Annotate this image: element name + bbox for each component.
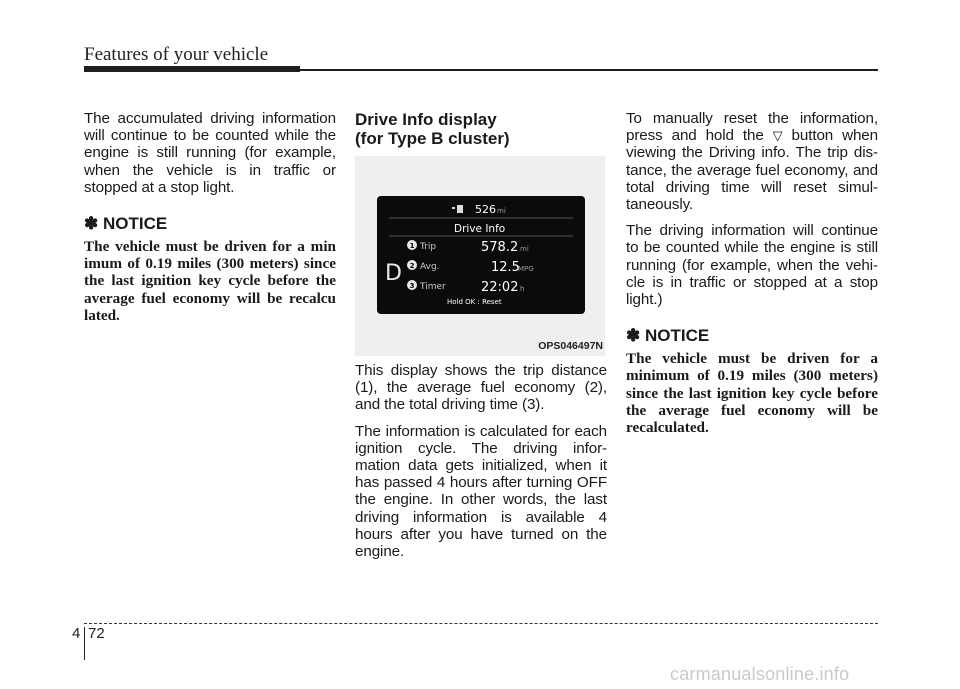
reset-hint: Hold OK : Reset [447,298,502,306]
section-title-line-1: Drive Info display [355,110,497,129]
notice-heading: ✽ NOTICE [84,214,168,234]
paragraph [626,110,878,213]
cluster-figure [355,156,605,356]
row-avg-unit: MPG [518,265,534,273]
row-avg-label: Avg. [420,262,440,272]
gear-indicator: D [385,261,402,286]
row-trip-unit: mi [520,245,529,253]
paragraph: This display shows the trip distance (1), the average fuel economy (2), and the total driving time (3). [355,362,607,414]
row-timer-value: 22:02 [481,280,519,295]
watermark: carmanualsonline.info [670,664,850,684]
row-avg-value: 12.5 [491,260,520,275]
header-bar [84,66,300,72]
section-title [355,110,607,148]
paragraph: The information is calculated for each ignition cycle. The driving infor- mation data gets initialized, when it has passed 4 hours after turning OFF the engine. In other words, the last driving information is available 4 hours after you have turned on the engine. [355,422,607,561]
header-rule [300,69,878,71]
row-timer-label: Timer [420,282,446,292]
page-header-title: Features of your vehicle [84,44,269,65]
column-2 [355,110,607,569]
page-number-separator [84,627,85,660]
footer-divider [84,623,878,624]
cluster-screen [377,196,585,314]
row-trip-number: 1 [409,242,415,250]
row-timer-unit: h [520,285,525,293]
paragraph-text: button when viewing the Driving info. The trip dis- tance, the average fuel economy, and total driving time will reset simul- taneously. [626,127,879,214]
section-title-line-2: (for Type B cluster) [355,129,510,148]
range-value: 526 [475,203,496,216]
notice-text: The vehicle must be driven for a min imum of 0.19 miles (300 meters) since the last ignition key cycle before the average fuel economy will be recalcu lated. [84,238,336,324]
row-timer-number: 3 [409,282,415,290]
chapter-number: 4 [72,625,81,642]
column-3 [626,110,878,436]
notice-heading: ✽ NOTICE [626,326,710,346]
range-unit: mi [497,207,506,215]
column-1 [84,110,336,324]
figure-code: OPS046497N [538,340,603,352]
page-number: 72 [88,625,105,642]
screen-title: Drive Info [454,223,506,235]
paragraph-text: To manually reset the information, press and hold the [626,110,878,145]
row-trip-value: 578.2 [481,240,519,255]
paragraph: The accumulated driving information will continue to be counted while the engine is still running (for example, when the vehicle is in traffic or stopped at a stop light. [84,110,336,196]
row-avg-number: 2 [409,262,415,270]
down-triangle-icon: ▽ [772,128,783,144]
notice-text: The vehicle must be driven for a minimum of 0.19 miles (300 meters) since the last ignition key cycle before the average fuel economy will be recalculated. [626,350,878,437]
paragraph: The driving information will continue to be counted while the engine is still running (for example, when the vehi- cle is in traffic or stopped at a stop light.) [626,222,878,309]
row-trip-label: Trip [420,242,437,252]
